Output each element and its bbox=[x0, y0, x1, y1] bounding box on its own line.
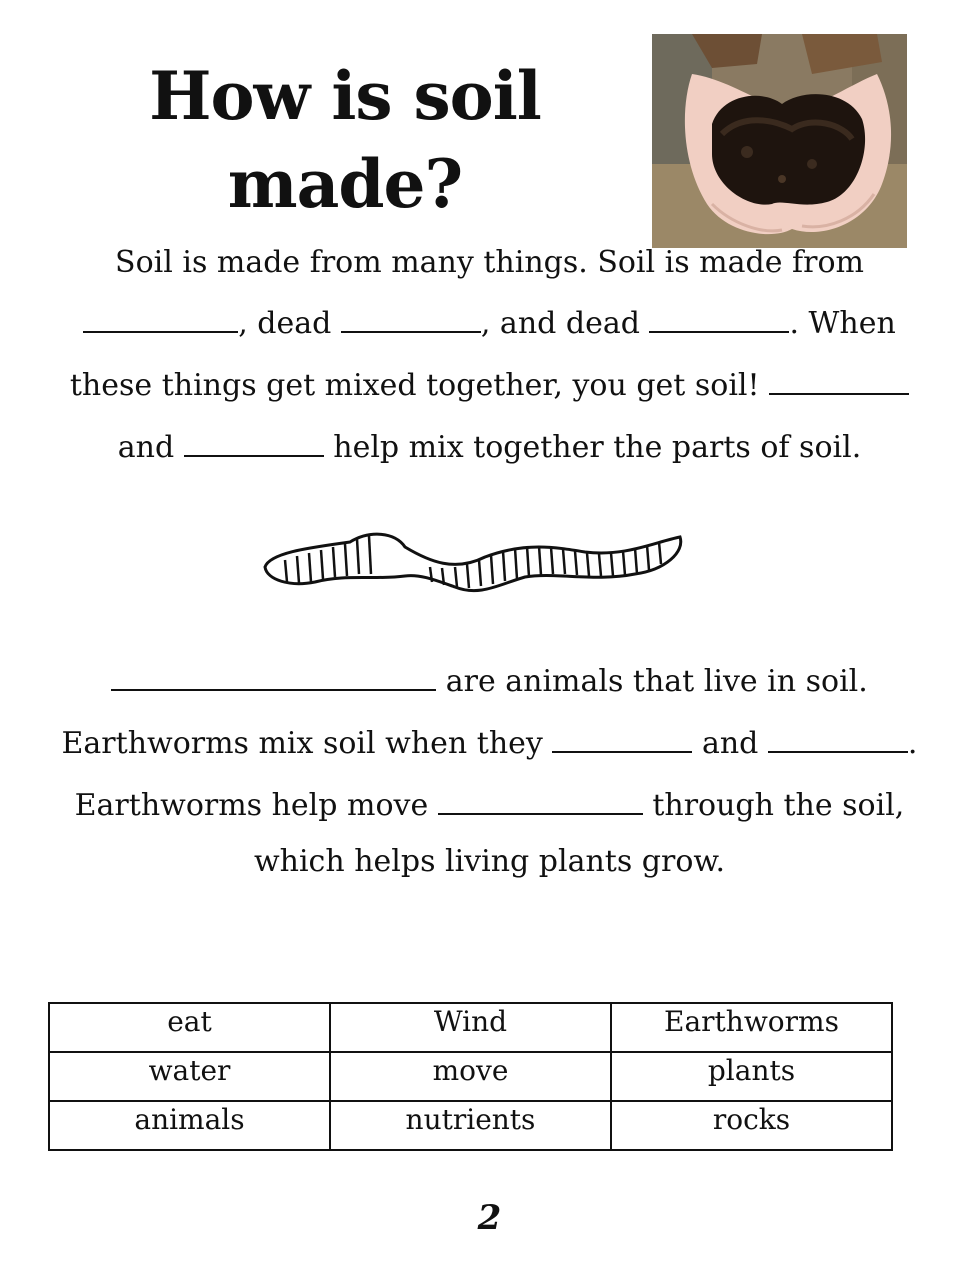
table-row bbox=[49, 1003, 892, 1052]
blank-8[interactable] bbox=[768, 727, 908, 753]
blank-1[interactable] bbox=[83, 307, 238, 333]
word-bank-cell: nutrients bbox=[330, 1101, 611, 1150]
paragraph2-line3: Earthworms help move through the soil, bbox=[74, 788, 905, 823]
earthworm-drawing bbox=[255, 512, 695, 612]
paragraph1-line4: and help mix together the parts of soil. bbox=[117, 430, 862, 465]
word-bank-cell: Earthworms bbox=[611, 1003, 892, 1052]
page-title bbox=[110, 52, 580, 228]
hands-holding-soil-photo bbox=[652, 34, 907, 248]
title-line-2: made? bbox=[227, 145, 463, 223]
word-bank-cell: rocks bbox=[611, 1101, 892, 1150]
blank-6[interactable] bbox=[111, 665, 436, 691]
table-row bbox=[49, 1052, 892, 1101]
paragraph2-line4: which helps living plants grow. bbox=[253, 844, 726, 879]
table-row bbox=[49, 1101, 892, 1150]
word-bank-cell: move bbox=[330, 1052, 611, 1101]
blank-4[interactable] bbox=[769, 369, 909, 395]
blank-2[interactable] bbox=[341, 307, 481, 333]
word-bank-cell: eat bbox=[49, 1003, 330, 1052]
paragraph2-line1: are animals that live in soil. bbox=[0, 664, 979, 699]
page-number: 2 bbox=[477, 1198, 502, 1238]
paragraph1-line1: Soil is made from many things. Soil is made from bbox=[115, 245, 864, 280]
blank-7[interactable] bbox=[552, 727, 692, 753]
blank-9[interactable] bbox=[438, 789, 643, 815]
title-line-1: How is soil bbox=[149, 57, 541, 135]
word-bank-cell: Wind bbox=[330, 1003, 611, 1052]
word-bank-cell: plants bbox=[611, 1052, 892, 1101]
word-bank-cell: animals bbox=[49, 1101, 330, 1150]
word-bank-cell: water bbox=[49, 1052, 330, 1101]
paragraph1-line2: , dead , and dead . When bbox=[0, 306, 979, 341]
word-bank-table bbox=[48, 1002, 893, 1151]
paragraph1-line3: these things get mixed together, you get soil! bbox=[0, 368, 979, 403]
paragraph2-line2: Earthworms mix soil when they and . bbox=[61, 726, 918, 761]
blank-5[interactable] bbox=[184, 431, 324, 457]
blank-3[interactable] bbox=[649, 307, 789, 333]
